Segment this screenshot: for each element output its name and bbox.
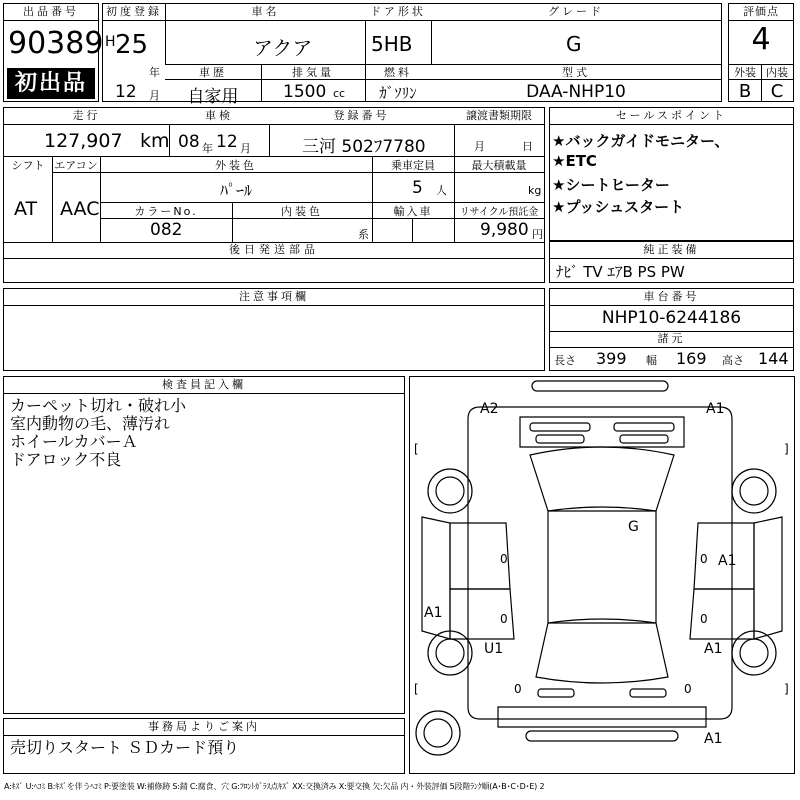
bracket-mark: ] [784,442,789,456]
rear-window [536,619,668,683]
wheel-front-left [428,469,472,513]
damage-mark: U1 [484,641,504,657]
notes-label: 注意事項欄 [4,289,544,306]
front-bumper [532,381,668,391]
damage-mark: A1 [424,605,443,621]
inspector-note: ドアロック不良 [10,450,122,469]
transfer-day: 日 [522,140,533,153]
headlight-right [614,423,674,431]
height-label: 高さ [722,354,744,367]
length: 399 [596,349,627,368]
office-label: 事務局よりご案内 [4,719,404,736]
details-box [3,107,545,283]
height: 144 [758,349,789,368]
damage-mark: A1 [704,641,723,657]
color-no-label: カラーNo. [134,205,198,218]
model: DAA-NHP10 [526,82,626,102]
chassis-label: 車台番号 [550,289,793,306]
recycle-unit: 円 [532,228,543,241]
reg-label: 登録番号 [269,108,454,125]
wheel-front-left-inner [436,477,464,505]
wheel-front-right [732,469,776,513]
sales-points-box [549,107,794,241]
month-unit: 月 [149,89,160,102]
headlight-left [530,423,590,431]
damage-mark: A2 [480,401,499,417]
equipment-label: 純正装備 [550,242,793,259]
first-reg-label: 初度登録 [103,4,165,21]
tail-lamp-right [630,689,666,697]
mileage-label: 走行 [4,108,169,125]
history: 自家用 [187,87,239,107]
first-reg-month: 12 [115,82,137,102]
sales-point-item: ★プッシュスタート [552,198,685,216]
ext-grade: B [738,81,752,102]
inspector-note: ホイールカバーＡ [10,432,138,451]
tail-lamp-left [538,689,574,697]
bracket-mark: ] [784,682,789,696]
spare-wheel [416,711,460,755]
inspection-month: 12 [216,132,238,152]
fog-left [536,435,584,443]
grade-label: グレード [431,4,721,21]
transfer-month: 月 [474,140,485,153]
notes-box [3,288,545,371]
car-name: アクア [253,36,313,60]
office-text: 売切りスタート ＳＤカード預り [10,738,240,757]
width: 169 [676,349,707,368]
inspector-box [3,376,405,714]
damage-mark: A1 [706,401,725,417]
rear-bumper [498,707,706,727]
inspector-label: 検査員記入欄 [4,377,404,394]
side-right [754,517,782,639]
car-diagram [409,376,795,774]
windshield [530,447,674,511]
zero-mark: 0 [500,612,508,626]
zero-mark: 0 [500,552,508,566]
ext-label: 外装 [734,66,756,79]
damage-mark: A1 [704,731,723,747]
spare-wheel-inner [424,719,452,747]
zero-mark: 0 [514,682,522,696]
sales-point-item: ★バックガイドモニター、 [552,132,730,150]
shift-label: シフト [11,159,45,172]
shift: AT [14,198,38,220]
bracket-mark: [ [414,682,419,696]
ac: AAC [60,198,100,220]
roof [548,511,656,623]
zero-mark: 0 [684,682,692,696]
score: 4 [751,22,771,57]
sales-point-item: ★ETC [552,152,597,170]
transfer-label: 譲渡書類期限 [454,108,544,125]
interior-color-unit: 系 [358,228,369,241]
fuel-label: 燃料 [384,66,412,79]
recycle-label: リサイクル預託金 [459,207,539,218]
equipment-value: ﾅﾋﾞ TV ｴｱB PS PW [556,263,685,281]
car-name-label: 車名 [165,4,365,21]
first-reg-year: 25 [115,30,149,60]
displacement-label: 排気量 [292,66,334,79]
capacity: 5 [412,178,423,198]
width-label: 幅 [646,354,657,367]
inspection-year-unit: 年 [202,142,213,155]
bracket-mark: [ [414,442,419,456]
ac-label: エアコン [54,159,98,172]
color-no: 082 [150,220,183,240]
score-label: 評価点 [729,4,793,21]
mileage-unit: km [140,130,170,152]
load-unit: kg [528,184,542,197]
wheel-rear-left-inner [436,639,464,667]
chassis-box [549,288,794,371]
int-grade: C [770,81,784,102]
fog-right [620,435,668,443]
interior-color-label: 内装色 [281,205,323,218]
chassis-number: NHP10-6244186 [601,308,742,328]
inspector-note: カーペット切れ・破れ小 [10,396,187,415]
score-box [728,3,794,102]
displacement-unit: cc [333,87,346,100]
capacity-label: 乗車定員 [391,159,435,172]
damage-mark: A1 [718,553,737,569]
lot-number: 90389 [8,26,104,61]
exterior-color: ﾊﾟｰﾙ [219,181,252,200]
capacity-unit: 人 [436,184,447,197]
wheel-front-right-inner [740,477,768,505]
import-label: 輸入車 [393,205,433,218]
door-label: ドア形状 [365,4,431,21]
office-box [3,718,405,774]
legend: A:ｷｽﾞ U:ﾍｺﾐ B:ｷｽﾞを伴うﾍｺﾐ P:要塗装 W:補修跡 S:錆 C:腐食、穴 G:ﾌﾛﾝﾄｶﾞﾗｽ点ｷｽﾞ XX:交換済み X:要交換 欠:欠品 内・外装評価 5段階ﾗﾝｸ順(A･B･C･D･E) 2 [4,782,545,791]
wheel-rear-right-inner [740,639,768,667]
lot-box [3,3,104,102]
damage-mark: G [628,519,639,535]
sales-points-label: セールスポイント [550,108,793,125]
recycle-amount: 9,980 [480,220,529,240]
sales-point-item: ★シートヒーター [552,176,670,194]
top-info-box [102,3,722,107]
inspection-year: 08 [178,132,200,152]
inspector-note: 室内動物の毛、薄汚れ [10,414,171,433]
year-unit: 年 [149,66,160,79]
int-label: 内装 [766,66,788,79]
grade: G [566,32,582,56]
era: H [105,34,116,50]
load-label: 最大積載量 [471,159,527,172]
exterior-color-label: 外装色 [215,159,257,172]
history-label: 車歴 [199,66,227,79]
lot-label: 出品番号 [4,4,98,21]
car-diagram-svg [410,377,794,773]
dims-label: 諸元 [657,332,686,345]
later-parts-label: 後日発送部品 [229,243,319,256]
length-label: 長さ [554,354,576,367]
fuel: ｶﾞｿﾘﾝ [379,84,417,102]
rear-bumper-strip [526,731,678,741]
zero-mark: 0 [700,552,708,566]
door-type: 5HB [371,32,413,56]
equipment-box [549,241,794,283]
displacement: 1500 [283,82,327,102]
inspection-label: 車検 [169,108,269,125]
inspection-month-unit: 月 [240,142,251,155]
registration-number: 三河 502ﾌ7780 [302,137,426,157]
model-label: 型式 [562,66,590,79]
first-listing-badge: 初出品 [7,68,95,99]
zero-mark: 0 [700,612,708,626]
mileage: 127,907 [44,130,123,152]
